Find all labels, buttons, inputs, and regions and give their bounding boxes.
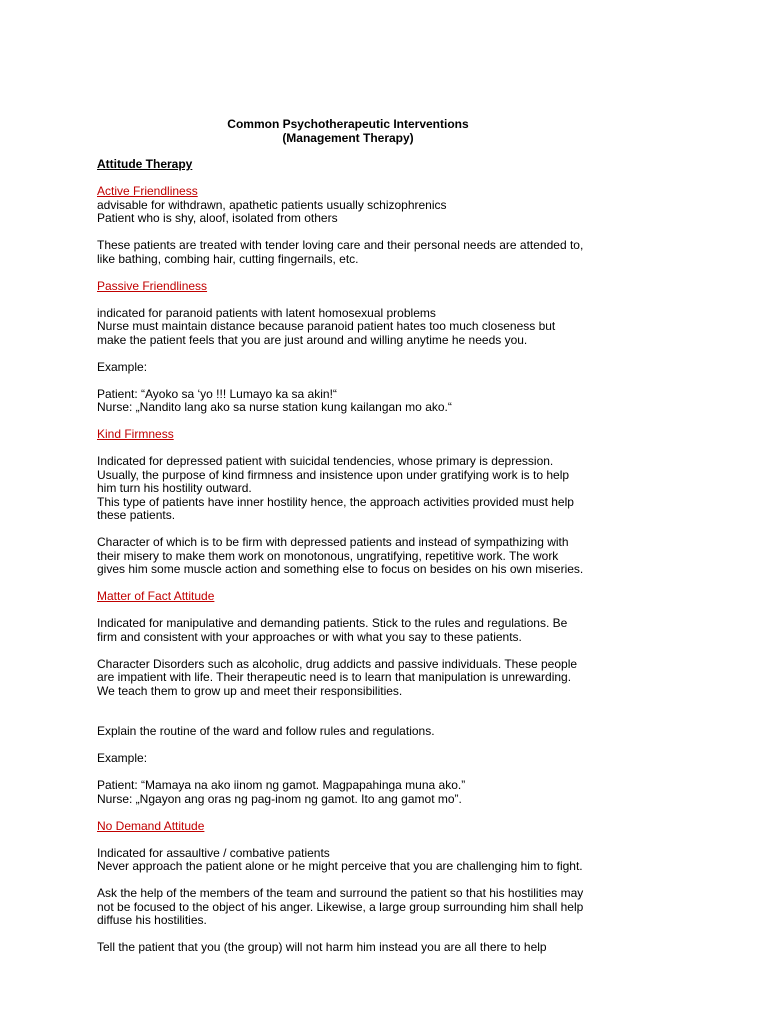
document-title-line2: (Management Therapy)	[282, 130, 414, 145]
heading-matter-of-fact: Matter of Fact Attitude	[97, 589, 215, 603]
document-content	[97, 118, 587, 955]
document-title-line1: Common Psychotherapeutic Interventions	[227, 117, 469, 131]
heading-no-demand: No Demand Attitude	[97, 818, 205, 833]
kind-firmness-para3: Character of which is to be firm with depressed patients and instead of sympathizing with their misery to make them work on monotonous, ungratifying, repetitive work. The work gives him some muscle action and something else to focus on besides on his own miseries.	[97, 535, 584, 576]
matter-of-fact-para3: Explain the routine of the ward and follow rules and regulations.	[97, 724, 435, 738]
active-friendliness-line2: Patient who is shy, aloof, isolated from others	[97, 211, 338, 225]
no-demand-para2: Ask the help of the members of the team and surround the patient so that his hostilities may not be focused to the object of his anger. Likewise, a large group surrounding him shall help diffuse his hostilities.	[97, 886, 584, 927]
kind-firmness-para2: This type of patients have inner hostility hence, the approach activities provided must help these patients.	[97, 494, 574, 522]
active-friendliness-line1: advisable for withdrawn, apathetic patients usually schizophrenics	[97, 197, 447, 212]
kind-firmness-para1: Indicated for depressed patient with suicidal tendencies, whose primary is depression. Usually, the purpose of kind firmness and insistence upon under gratifying work is to help him turn his hostility outward.	[97, 454, 570, 495]
passive-friendliness-para1: Nurse must maintain distance because paranoid patient hates too much closeness but make the patient feels that you are just around and willing anytime he needs you.	[97, 319, 556, 347]
matter-of-fact-nurse: Nurse: „Ngayon ang oras ng pag-inom ng gamot. Ito ang gamot mo”.	[97, 791, 462, 806]
passive-friendliness-patient: Patient: “Ayoko sa ‘yo !!! Lumayo ka sa akin!“	[97, 386, 337, 401]
passive-friendliness-nurse: Nurse: „Nandito lang ako sa nurse station kung kailangan mo ako.“	[97, 400, 452, 414]
heading-kind-firmness: Kind Firmness	[97, 427, 174, 441]
matter-of-fact-example-label: Example:	[97, 751, 148, 765]
matter-of-fact-patient: Patient: “Mamaya na ako iinom ng gamot. Magpapahinga muna ako.”	[97, 778, 466, 792]
passive-friendliness-line1: indicated for paranoid patients with latent homosexual problems	[97, 305, 436, 320]
heading-active-friendliness: Active Friendliness	[97, 184, 198, 198]
no-demand-line1: Indicated for assaultive / combative patients	[97, 845, 330, 860]
active-friendliness-para1: These patients are treated with tender loving care and their personal needs are attended to, like bathing, combing hair, cutting fingernails, etc.	[97, 238, 584, 266]
section-title: Attitude Therapy	[97, 157, 193, 171]
no-demand-para3: Tell the patient that you (the group) will not harm him instead you are all there to help	[97, 940, 547, 954]
passive-friendliness-example-label: Example:	[97, 359, 148, 374]
no-demand-para1: Never approach the patient alone or he might perceive that you are challenging him to fight.	[97, 859, 583, 873]
matter-of-fact-para2: Character Disorders such as alcoholic, drug addicts and passive individuals. These people are impatient with life. Their therapeutic need is to learn that manipulation is unrewarding. We teach them to grow up and meet their responsibilities.	[97, 656, 578, 698]
matter-of-fact-para1: Indicated for manipulative and demanding patients. Stick to the rules and regulations. Be firm and consistent with your approaches or with what you say to these patients.	[97, 616, 568, 644]
heading-passive-friendliness: Passive Friendliness	[97, 278, 208, 293]
